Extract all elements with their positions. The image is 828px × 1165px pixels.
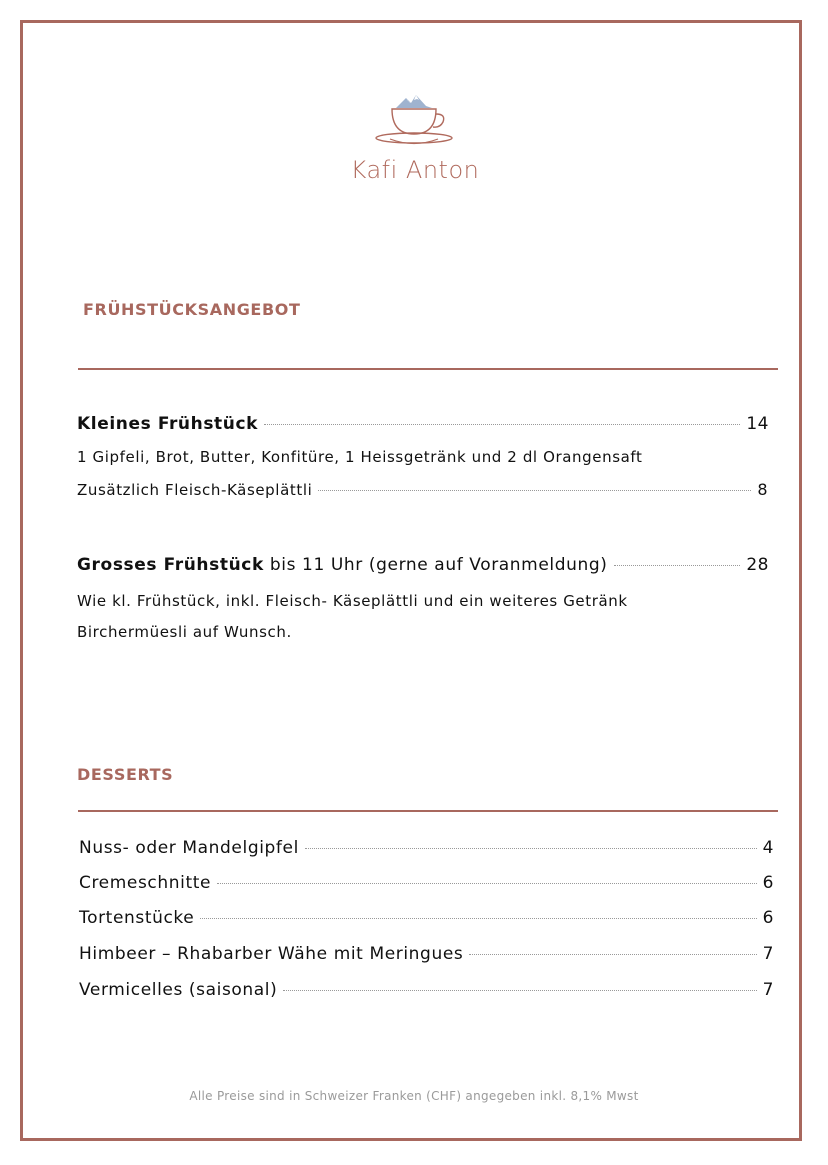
dot-leader bbox=[614, 564, 741, 566]
dot-leader bbox=[469, 953, 756, 955]
coffee-cup-mountain-icon bbox=[370, 92, 460, 154]
desserts-section-title: DESSERTS bbox=[77, 765, 174, 784]
item-price: 4 bbox=[762, 838, 774, 858]
item-price: 28 bbox=[746, 555, 769, 575]
item-name: Cremeschnitte bbox=[79, 873, 212, 893]
item-name: Zusätzlich Fleisch-Käseplättli bbox=[77, 481, 313, 499]
menu-item bbox=[79, 908, 774, 928]
item-name: Himbeer – Rhabarber Wähe mit Meringues bbox=[79, 944, 464, 964]
item-price: 7 bbox=[762, 980, 774, 1000]
item-description: Wie kl. Frühstück, inkl. Fleisch- Käseplättli und ein weiteres Getränk bbox=[77, 592, 628, 610]
dot-leader bbox=[264, 423, 740, 425]
item-name: Grosses Frühstück bbox=[77, 555, 264, 575]
dot-leader bbox=[305, 847, 757, 849]
item-price: 14 bbox=[746, 414, 769, 434]
menu-item bbox=[79, 944, 774, 964]
item-price: 7 bbox=[762, 944, 774, 964]
item-note: bis 11 Uhr (gerne auf Voranmeldung) bbox=[263, 555, 608, 575]
brand-name: Kafi Anton bbox=[350, 156, 480, 184]
menu-item-large-breakfast bbox=[77, 555, 769, 575]
dot-leader bbox=[217, 882, 757, 884]
menu-item bbox=[79, 980, 774, 1000]
item-description: 1 Gipfeli, Brot, Butter, Konfitüre, 1 Heissgetränk und 2 dl Orangensaft bbox=[77, 448, 643, 466]
item-price: 6 bbox=[762, 873, 774, 893]
breakfast-divider bbox=[78, 368, 778, 370]
dot-leader bbox=[318, 489, 751, 491]
menu-item bbox=[79, 873, 774, 893]
item-name: Vermicelles (saisonal) bbox=[79, 980, 278, 1000]
dot-leader bbox=[200, 917, 756, 919]
menu-item-extra-platter bbox=[77, 480, 768, 499]
item-price: 6 bbox=[762, 908, 774, 928]
menu-item bbox=[79, 838, 774, 858]
item-name: Kleines Frühstück bbox=[77, 414, 259, 434]
price-footnote: Alle Preise sind in Schweizer Franken (CHF) angegeben inkl. 8,1% Mwst bbox=[189, 1089, 639, 1103]
menu-item-small-breakfast bbox=[77, 414, 769, 434]
logo bbox=[330, 92, 500, 192]
breakfast-section-title: FRÜHSTÜCKSANGEBOT bbox=[83, 300, 301, 319]
item-name: Tortenstücke bbox=[79, 908, 195, 928]
dot-leader bbox=[283, 989, 756, 991]
desserts-divider bbox=[78, 810, 778, 812]
item-price: 8 bbox=[757, 480, 768, 499]
item-name: Nuss- oder Mandelgipfel bbox=[79, 838, 299, 858]
item-description: Birchermüesli auf Wunsch. bbox=[77, 623, 292, 641]
